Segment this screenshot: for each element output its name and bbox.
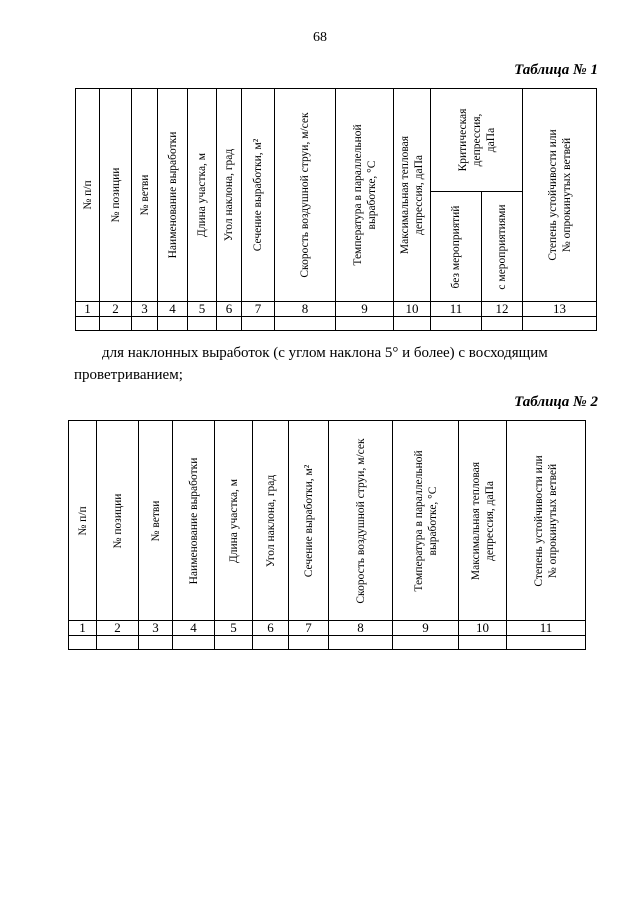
t2-header-max-depression: Максимальная тепловая депрессия, даПа bbox=[459, 421, 507, 621]
t2-empty-cell bbox=[215, 636, 253, 650]
body-paragraph bbox=[74, 342, 594, 386]
t1-empty-cell bbox=[132, 317, 158, 331]
t1-empty-cell bbox=[523, 317, 597, 331]
t1-header-position: № позиции bbox=[100, 89, 132, 302]
t1-col-number: 6 bbox=[217, 302, 242, 317]
t2-header-working-name: Наименование выработки bbox=[173, 421, 215, 621]
t1-empty-cell bbox=[100, 317, 132, 331]
t2-header-angle: Угол наклона, град bbox=[253, 421, 289, 621]
t2-col-number: 9 bbox=[393, 621, 459, 636]
t2-col-number: 4 bbox=[173, 621, 215, 636]
t2-empty-cell bbox=[139, 636, 173, 650]
t1-col-number: 3 bbox=[132, 302, 158, 317]
t2-empty-cell bbox=[393, 636, 459, 650]
t2-col-number: 1 bbox=[69, 621, 97, 636]
t1-header-working-name: Наименование выработки bbox=[158, 89, 188, 302]
t2-header-stability: Степень устойчивости или № опрокинутых ветвей bbox=[507, 421, 586, 621]
t1-empty-cell bbox=[242, 317, 275, 331]
t2-col-number: 5 bbox=[215, 621, 253, 636]
paragraph-line-1: для наклонных выработок (с углом наклона 5° и более) с восходящим bbox=[102, 345, 548, 361]
t1-empty-cell bbox=[394, 317, 431, 331]
t1-col-number: 7 bbox=[242, 302, 275, 317]
t1-header-angle: Угол наклона, град bbox=[217, 89, 242, 302]
t1-empty-cell bbox=[217, 317, 242, 331]
t2-empty-cell bbox=[97, 636, 139, 650]
t1-empty-cell bbox=[275, 317, 336, 331]
t2-empty-cell bbox=[173, 636, 215, 650]
table-1-caption: Таблица № 1 bbox=[514, 62, 598, 78]
t2-empty-cell bbox=[289, 636, 329, 650]
t1-col-number: 11 bbox=[431, 302, 482, 317]
t1-empty-cell bbox=[482, 317, 523, 331]
t1-empty-row bbox=[76, 317, 597, 331]
t1-col-number: 9 bbox=[336, 302, 394, 317]
t1-header-with-measures: с мероприятиями bbox=[482, 192, 523, 302]
table-1 bbox=[75, 88, 597, 331]
t1-col-number: 10 bbox=[394, 302, 431, 317]
t2-col-number: 3 bbox=[139, 621, 173, 636]
t1-header-stability: Степень устойчивости или № опрокинутых ветвей bbox=[523, 89, 597, 302]
t2-empty-row bbox=[69, 636, 586, 650]
t1-header-branch: № ветви bbox=[132, 89, 158, 302]
t2-col-number: 8 bbox=[329, 621, 393, 636]
t2-empty-cell bbox=[459, 636, 507, 650]
t2-col-number: 7 bbox=[289, 621, 329, 636]
t2-col-number: 2 bbox=[97, 621, 139, 636]
t1-header-without-measures: без мероприятий bbox=[431, 192, 482, 302]
t1-empty-cell bbox=[431, 317, 482, 331]
t2-empty-cell bbox=[69, 636, 97, 650]
t2-header-num: № п/п bbox=[69, 421, 97, 621]
t1-empty-cell bbox=[158, 317, 188, 331]
table-2-caption: Таблица № 2 bbox=[514, 394, 598, 410]
t1-header-max-depression: Максимальная тепловая депрессия, даПа bbox=[394, 89, 431, 302]
t2-header-position: № позиции bbox=[97, 421, 139, 621]
t2-empty-cell bbox=[507, 636, 586, 650]
t1-col-number: 12 bbox=[482, 302, 523, 317]
t2-number-row bbox=[69, 621, 586, 636]
t2-header-temperature: Температура в параллельной выработке, °С bbox=[393, 421, 459, 621]
t1-header-num: № п/п bbox=[76, 89, 100, 302]
paragraph-line-2: проветриванием; bbox=[74, 367, 183, 383]
t1-col-number: 13 bbox=[523, 302, 597, 317]
page-number: 68 bbox=[313, 30, 327, 45]
t2-header-section: Сечение выработки, м² bbox=[289, 421, 329, 621]
t1-empty-cell bbox=[76, 317, 100, 331]
t1-header-section: Сечение выработки, м² bbox=[242, 89, 275, 302]
t1-header-critical-depression: Критическая депрессия, даПа bbox=[431, 89, 523, 192]
t1-header-length: Длина участка, м bbox=[188, 89, 217, 302]
t1-col-number: 4 bbox=[158, 302, 188, 317]
t2-header-branch: № ветви bbox=[139, 421, 173, 621]
t2-col-number: 10 bbox=[459, 621, 507, 636]
t1-header-temperature: Температура в параллельной выработке, °С bbox=[336, 89, 394, 302]
t1-col-number: 5 bbox=[188, 302, 217, 317]
table-2 bbox=[68, 420, 586, 650]
t2-empty-cell bbox=[253, 636, 289, 650]
t1-col-number: 8 bbox=[275, 302, 336, 317]
t1-number-row bbox=[76, 302, 597, 317]
t2-header-air-speed: Скорость воздушной струи, м/сек bbox=[329, 421, 393, 621]
t1-col-number: 1 bbox=[76, 302, 100, 317]
t1-empty-cell bbox=[336, 317, 394, 331]
t2-col-number: 11 bbox=[507, 621, 586, 636]
t2-header-length: Длина участка, м bbox=[215, 421, 253, 621]
t1-header-air-speed: Скорость воздушной струи, м/сек bbox=[275, 89, 336, 302]
t1-col-number: 2 bbox=[100, 302, 132, 317]
t1-empty-cell bbox=[188, 317, 217, 331]
t2-empty-cell bbox=[329, 636, 393, 650]
t2-col-number: 6 bbox=[253, 621, 289, 636]
